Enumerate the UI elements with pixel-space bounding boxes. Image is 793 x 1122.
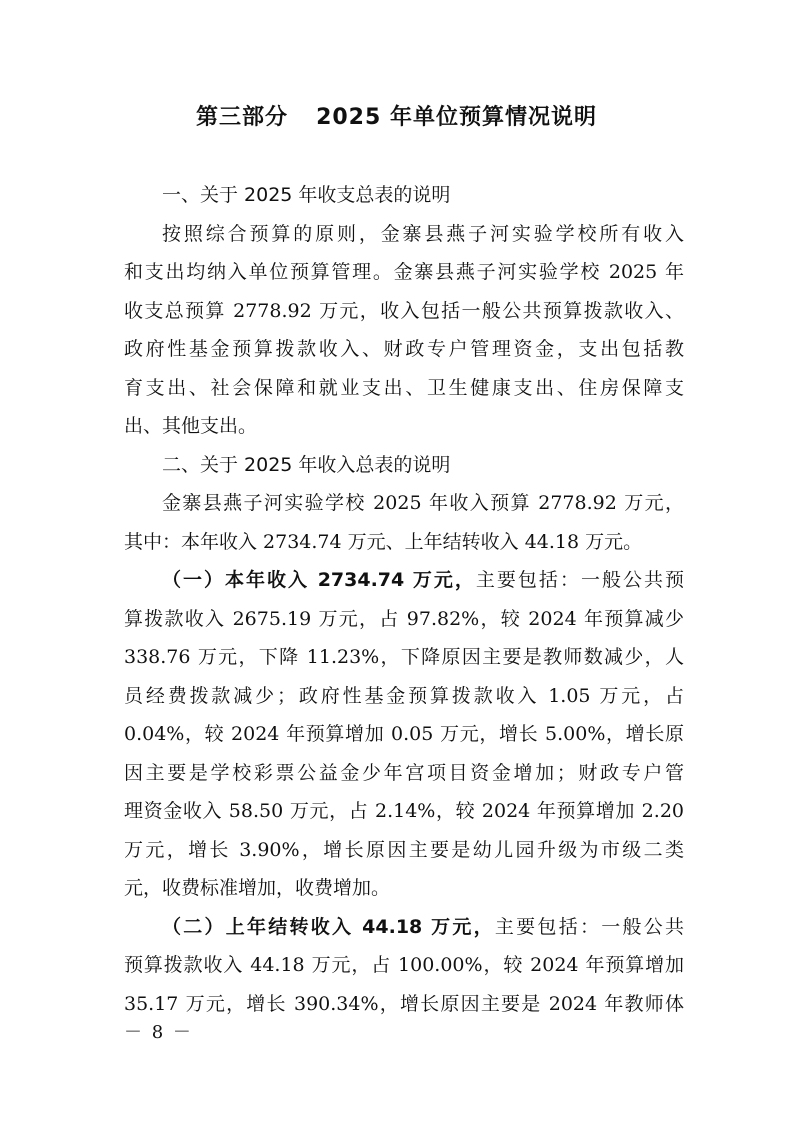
paragraph-line: 员经费拨款减少；政府性基金预算拨款收入 1.05 万元，占 (124, 684, 684, 707)
paragraph-line: 预算拨款收入 44.18 万元，占 100.00%，较 2024 年预算增加 (124, 954, 684, 976)
part1-bold-heading: （一）本年收入 2734.74 万元， (162, 569, 476, 591)
part1-first-line (124, 561, 684, 600)
paragraph-line: 因主要是学校彩票公益金少年宫项目资金增加；财政专户管 (124, 761, 684, 784)
paragraph-line: 金寨县燕子河实验学校 2025 年收入预算 2778.92 万元， (162, 492, 684, 514)
paragraph-line: 其中：本年收入 2734.74 万元、上年结转收入 44.18 万元。 (124, 530, 643, 553)
part2-bold-heading: （二）上年结转收入 44.18 万元， (162, 915, 495, 938)
paragraph-line: 元，收费标准增加，收费增加。 (124, 877, 391, 899)
paragraph-line: 出、其他支出。 (124, 415, 258, 437)
section2-heading: 二、关于 2025 年收入总表的说明 (162, 453, 451, 476)
document-body (124, 176, 684, 1023)
section1-heading: 一、关于 2025 年收支总表的说明 (162, 184, 451, 206)
paragraph-line: 和支出均纳入单位预算管理。金寨县燕子河实验学校 2025 年 (124, 261, 684, 283)
paragraph-line: 育支出、社会保障和就业支出、卫生健康支出、住房保障支 (124, 376, 684, 399)
paragraph-line: 35.17 万元，增长 390.34%，增长原因主要是 2024 年教师体 (124, 992, 684, 1015)
page-number: － 8 － (124, 1022, 193, 1043)
paragraph-line: 算拨款收入 2675.19 万元，占 97.82%，较 2024 年预算减少 (124, 607, 684, 630)
paragraph-line: 政府性基金预算拨款收入、财政专户管理资金，支出包括教 (124, 338, 684, 360)
part2-first-line (124, 908, 684, 947)
part2-first-rest: 主要包括：一般公共 (494, 915, 684, 938)
paragraph-line: 万元，增长 3.90%，增长原因主要是幼儿园升级为市级二类 (124, 838, 684, 861)
paragraph-line: 收支总预算 2778.92 万元，收入包括一般公共预算拨款收入、 (124, 299, 684, 322)
paragraph-line: 0.04%，较 2024 年预算增加 0.05 万元，增长 5.00%，增长原 (124, 723, 684, 745)
title-main: 2025 年单位预算情况说明 (316, 105, 597, 130)
title-part: 第三部分 (196, 105, 289, 130)
paragraph-line: 按照综合预算的原则，金寨县燕子河实验学校所有收入 (162, 222, 684, 245)
paragraph-line: 理资金收入 58.50 万元，占 2.14%，较 2024 年预算增加 2.20 (124, 800, 684, 822)
part1-first-rest: 主要包括：一般公共预 (475, 569, 684, 591)
page-title (0, 100, 793, 131)
paragraph-line: 338.76 万元，下降 11.23%，下降原因主要是教师数减少，人 (124, 646, 684, 668)
